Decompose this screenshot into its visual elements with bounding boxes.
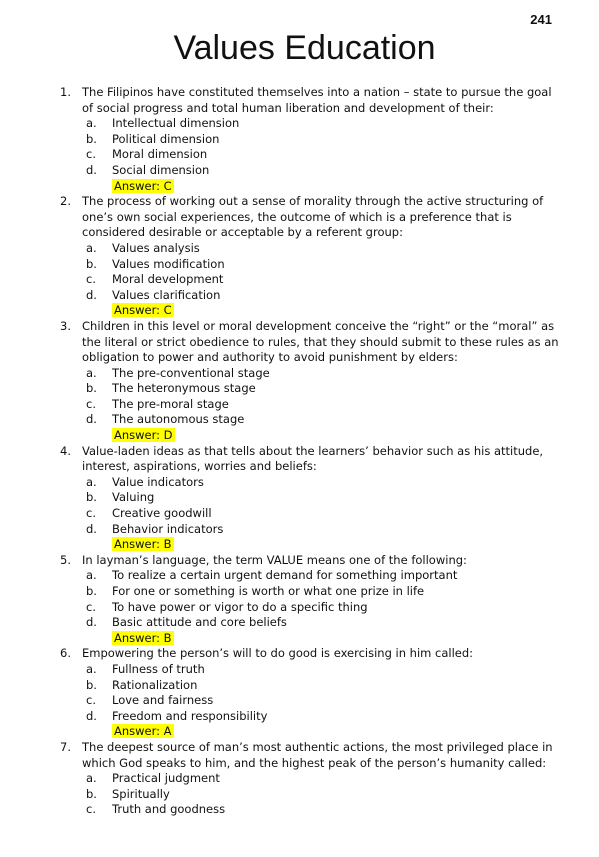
choice-list — [82, 366, 560, 428]
choice-letter: d. — [86, 708, 97, 723]
choice-item — [86, 787, 560, 803]
choice-letter: c. — [86, 802, 96, 817]
choice-list — [82, 662, 560, 724]
choice-text: Behavior indicators — [112, 521, 224, 536]
page-number: 241 — [530, 12, 552, 27]
choice-letter: a. — [86, 661, 97, 676]
question-text: Empowering the person’s will to do good is exercising in him called: — [82, 646, 474, 661]
choice-text: The heteronymous stage — [112, 381, 256, 396]
choice-text: Love and fairness — [112, 693, 214, 708]
choice-item — [86, 381, 560, 397]
choice-letter: b. — [86, 584, 97, 598]
question-text: The process of working out a sense of morality through the active structuring of one’s own social experiences, the outcome of which is a preference that is considered desirable or acceptable by a referent group: — [82, 194, 544, 240]
question-number: 4. — [60, 443, 71, 458]
choice-item — [86, 397, 560, 413]
choice-letter: a. — [86, 568, 97, 583]
choice-text: Spiritually — [112, 786, 170, 801]
question-text: Value-laden ideas as that tells about the learners’ behavior such as his attitude, interest, aspirations, worries and beliefs: — [82, 443, 544, 474]
choice-item — [86, 163, 560, 179]
choice-text: Practical judgment — [112, 771, 220, 786]
choice-item — [86, 568, 560, 584]
question-item — [60, 740, 560, 818]
choice-letter: a. — [86, 116, 97, 131]
question-item — [60, 444, 560, 553]
choice-item — [86, 506, 560, 522]
question-number: 5. — [60, 552, 71, 567]
choice-letter: b. — [86, 786, 97, 801]
choice-item — [86, 600, 560, 616]
choice-letter: c. — [86, 147, 96, 162]
choice-letter: a. — [86, 365, 97, 380]
question-number: 1. — [60, 85, 71, 99]
choice-text: Rationalization — [112, 677, 198, 692]
question-number: 2. — [60, 194, 71, 209]
question-item — [60, 553, 560, 647]
page-title: Values Education — [173, 29, 436, 67]
answer-highlight: Answer: A — [114, 724, 172, 739]
choice-text: Moral dimension — [112, 147, 208, 162]
question-number: 3. — [60, 318, 71, 333]
answer-row — [82, 537, 560, 553]
choice-text: Value indicators — [112, 474, 204, 489]
choice-text: Fullness of truth — [112, 661, 205, 676]
choice-item — [86, 693, 560, 709]
choice-item — [86, 662, 560, 678]
choice-text: To realize a certain urgent demand for something important — [112, 568, 458, 583]
choice-item — [86, 522, 560, 538]
choice-item — [86, 272, 560, 288]
choice-text: To have power or vigor to do a specific thing — [112, 599, 368, 614]
answer-row — [82, 724, 560, 740]
choice-item — [86, 147, 560, 163]
question-text: Children in this level or moral development conceive the “right” or the “moral” as the literal or strict obedience to rules, that they should submit to these rules as an obligation to power and authority to avoid punishment by elders: — [82, 318, 559, 365]
choice-text: The pre-conventional stage — [112, 365, 270, 380]
choice-letter: b. — [86, 131, 97, 146]
choice-text: For one or something is worth or what one prize in life — [112, 584, 425, 598]
answer-highlight: Answer: C — [114, 178, 172, 193]
choice-text: Intellectual dimension — [112, 116, 240, 131]
question-number: 6. — [60, 646, 71, 661]
choice-letter: a. — [86, 771, 97, 786]
choice-letter: d. — [86, 287, 97, 302]
choice-item — [86, 116, 560, 132]
choice-item — [86, 615, 560, 631]
choice-letter: d. — [86, 412, 97, 427]
question-list — [60, 85, 560, 818]
answer-highlight: Answer: B — [114, 537, 172, 552]
choice-letter: a. — [86, 240, 97, 255]
choice-letter: b. — [86, 490, 97, 505]
choice-item — [86, 241, 560, 257]
choice-text: Truth and goodness — [112, 802, 226, 817]
choice-letter: c. — [86, 272, 96, 287]
question-item — [60, 194, 560, 319]
answer-row — [82, 428, 560, 444]
choice-letter: c. — [86, 396, 96, 411]
choice-item — [86, 490, 560, 506]
question-number: 7. — [60, 739, 71, 754]
choice-item — [86, 584, 560, 600]
choice-text: Political dimension — [112, 131, 220, 146]
answer-highlight: Answer: C — [114, 303, 172, 318]
choice-item — [86, 132, 560, 148]
choice-letter: c. — [86, 599, 96, 614]
choice-letter: c. — [86, 693, 96, 708]
choice-list — [82, 116, 560, 178]
answer-row — [82, 179, 560, 195]
choice-text: Values modification — [112, 256, 225, 271]
choice-item — [86, 678, 560, 694]
choice-text: Valuing — [112, 490, 155, 505]
choice-item — [86, 366, 560, 382]
choice-list — [82, 771, 560, 818]
choice-text: Moral development — [112, 272, 224, 287]
choice-list — [82, 475, 560, 537]
choice-letter: a. — [86, 474, 97, 489]
choice-text: Freedom and responsibility — [112, 708, 268, 723]
choice-item — [86, 412, 560, 428]
choice-letter: d. — [86, 162, 97, 177]
choice-text: The pre-moral stage — [112, 396, 229, 411]
question-item — [60, 319, 560, 444]
choice-letter: b. — [86, 677, 97, 692]
choice-letter: d. — [86, 615, 97, 630]
choice-item — [86, 288, 560, 304]
choice-item — [86, 475, 560, 491]
choice-letter: d. — [86, 521, 97, 536]
choice-item — [86, 257, 560, 273]
choice-item — [86, 709, 560, 725]
question-text: The Filipinos have constituted themselves into a nation – state to pursue the goal of social progress and total human liberation and development of their: — [82, 85, 552, 115]
choice-item — [86, 771, 560, 787]
answer-row — [82, 303, 560, 319]
choice-text: The autonomous stage — [112, 412, 245, 427]
answer-highlight: Answer: B — [114, 630, 172, 645]
answer-highlight: Answer: D — [114, 428, 173, 443]
choice-text: Values clarification — [112, 287, 221, 302]
choice-item — [86, 802, 560, 818]
choice-text: Values analysis — [112, 240, 200, 255]
choice-text: Social dimension — [112, 162, 210, 177]
question-text: The deepest source of man’s most authentic actions, the most privileged place in which God speaks to him, and the highest peak of the person’s humanity called: — [82, 739, 553, 770]
choice-text: Creative goodwill — [112, 506, 212, 521]
choice-letter: b. — [86, 381, 97, 396]
question-text: In layman’s language, the term VALUE means one of the following: — [82, 552, 467, 567]
question-item — [60, 646, 560, 740]
choice-letter: b. — [86, 256, 97, 271]
choice-text: Basic attitude and core beliefs — [112, 615, 287, 630]
choice-list — [82, 568, 560, 630]
choice-letter: c. — [86, 506, 96, 521]
answer-row — [82, 631, 560, 647]
choice-list — [82, 241, 560, 303]
question-item — [60, 85, 560, 194]
